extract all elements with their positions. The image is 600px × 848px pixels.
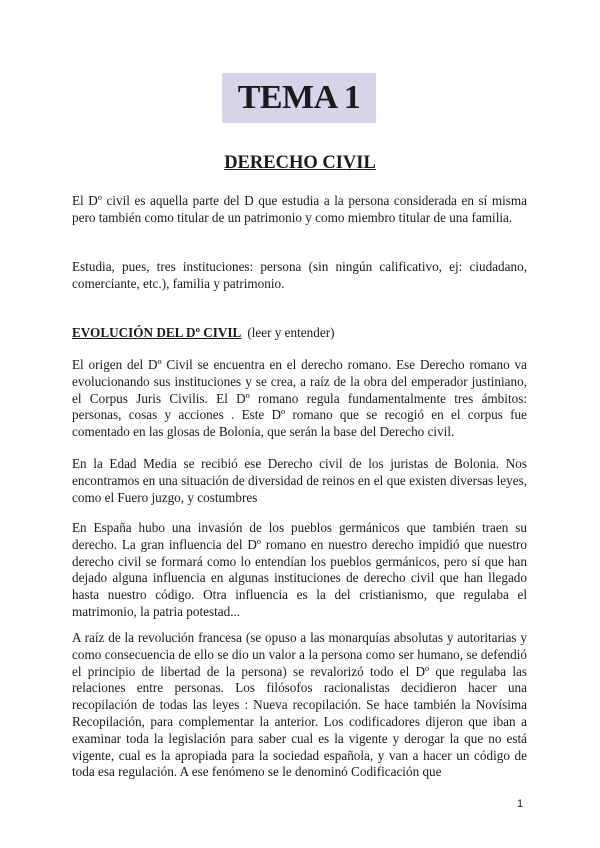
section-paragraph-4: A raíz de la revolución francesa (se opuso a las monarquías absolutas y autoritarias y como consecuencia de ello se dio un valor a la persona como ser humano, se defendió el principio de libertad de la persona) se revalorizó todo el Dº que regulaba las relaciones entre personas. Los filósofos racionalistas decidieron hacer una recopilación de todas las leyes : Nueva recopilación. Se hace también la Novísima Recopilación, para complementar la anterior. Los codificadores dijeron que iban a examinar toda la legislación para saber cual es la vigente y derogar la que no está vigente, cual es la apropiada para la sociedad española, y van a hacer un código de toda esa regulación. A ese fenómeno se le denominó Codificación que <box>72 630 527 780</box>
section-heading-note: (leer y entender) <box>247 325 335 340</box>
section-paragraph-2: En la Edad Media se recibió ese Derecho civil de los juristas de Bolonia. Nos encontramos en una situación de diversidad de reinos en el que existen diversas leyes, como el Fuero juzgo, y costumbres <box>72 456 527 505</box>
section-paragraph-1: El origen del Dº Civil se encuentra en el derecho romano. Ese Derecho romano va evolucionando sus instituciones y se crea, a raíz de la obra del emperador justiniano, el Corpus Juris Civilis. El Dº romano regula fundamentalmente tres ámbitos: personas, cosas y acciones . Este Dº romano que se recogió en el corpus fue comentado en las glosas de Bolonia, que serán la base del Derecho civil. <box>72 357 527 440</box>
section-heading-title: EVOLUCIÓN DEL Dº CIVIL <box>72 325 242 340</box>
section-heading <box>72 324 334 341</box>
page-title: DERECHO CIVIL <box>224 153 376 173</box>
tema-heading: TEMA 1 <box>237 79 361 116</box>
intro-paragraph-2: Estudia, pues, tres instituciones: persona (sin ningún calificativo, ej: ciudadano, comerciante, etc.), familia y patrimonio. <box>72 259 527 291</box>
intro-paragraph-1: El Dº civil es aquella parte del D que estudia a la persona considerada en sí misma pero también como titular de un patrimonio y como miembro titular de una familia. <box>72 193 527 225</box>
page-number: 1 <box>517 798 524 810</box>
section-paragraph-3: En España hubo una invasión de los pueblos germánicos que también traen su derecho. La gran influencia del Dº romano en nuestro derecho impidió que nuestro derecho civil se formará como lo entendían los pueblos germánicos, pero sí que han dejado alguna influencia en algunas instituciones de derecho civil que han llegado hasta nuestro código. Otra influencia es la del cristianismo, que regulaba el matrimonio, la patria potestad... <box>72 520 527 619</box>
